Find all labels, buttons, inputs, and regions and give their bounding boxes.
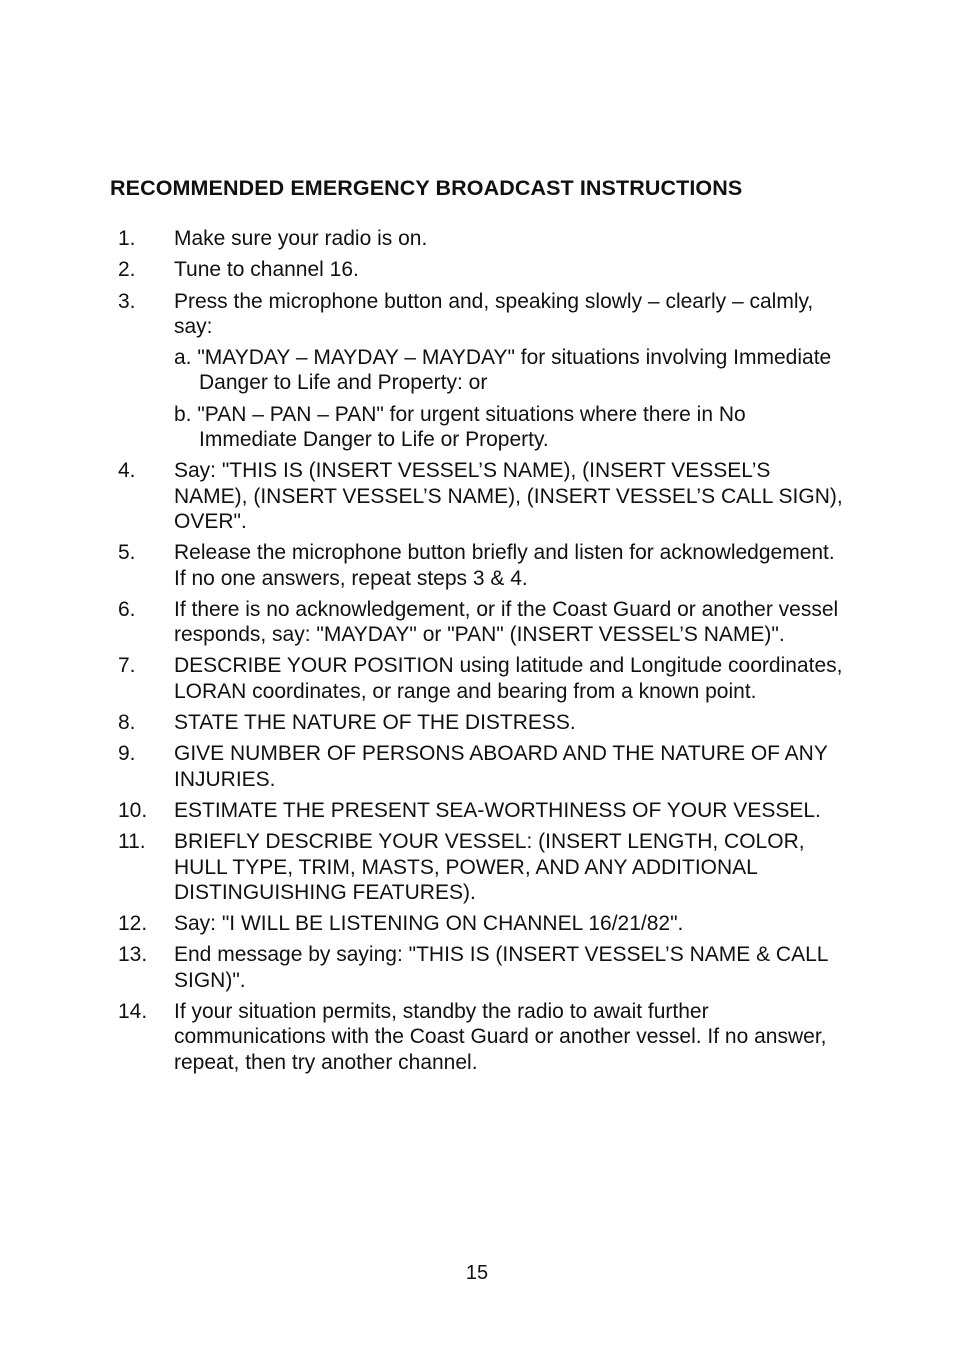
- list-item-13: [110, 942, 845, 993]
- item-number: 7.: [118, 654, 136, 678]
- item-text: BRIEFLY DESCRIBE YOUR VESSEL: (INSERT LENGTH, COLOR, HULL TYPE, TRIM, MASTS, POWER, AND ANY ADDITIONAL DISTINGUISHING FEATURES).: [174, 830, 805, 904]
- item-text: Say: "I WILL BE LISTENING ON CHANNEL 16/21/82".: [174, 912, 684, 936]
- item-text: Make sure your radio is on.: [174, 227, 428, 250]
- item-text: ESTIMATE THE PRESENT SEA-WORTHINESS OF YOUR VESSEL.: [174, 798, 821, 822]
- item-text: End message by saying: "THIS IS (INSERT VESSEL’S NAME & CALL SIGN)".: [174, 943, 828, 992]
- item-text: Say: "THIS IS (INSERT VESSEL’S NAME), (INSERT VESSEL’S NAME), (INSERT VESSEL’S NAME), (INSERT VESSEL’S CALL SIGN), OVER".: [174, 459, 843, 533]
- list-item-11: [110, 829, 845, 905]
- item-text: If there is no acknowledgement, or if the Coast Guard or another vessel responds, say: "MAYDAY" or "PAN" (INSERT VESSEL’S NAME)".: [174, 597, 839, 647]
- list-item-10: [110, 798, 845, 823]
- list-item-6: [110, 597, 845, 648]
- item-number: 6.: [118, 597, 136, 621]
- item-text: STATE THE NATURE OF THE DISTRESS.: [174, 711, 576, 735]
- page-number: 15: [465, 1262, 489, 1284]
- list-item-2: [110, 257, 845, 282]
- item-number: 5.: [118, 541, 136, 565]
- list-item-5: [110, 540, 845, 591]
- item-number: 9.: [118, 742, 136, 766]
- list-item-9: [110, 741, 845, 792]
- sub-item-a: a. "MAYDAY – MAYDAY – MAYDAY" for situations involving Immediate Danger to Life and Property: or: [174, 346, 832, 395]
- item-text: Release the microphone button briefly and listen for acknowledgement. If no one answers, repeat steps 3 & 4.: [174, 541, 835, 590]
- item-text: DESCRIBE YOUR POSITION using latitude and Longitude coordinates, LORAN coordinates, or range and bearing from a known point.: [174, 654, 843, 703]
- item-text: Tune to channel 16.: [174, 258, 359, 282]
- list-item-7: [110, 653, 845, 704]
- item-number: 8.: [118, 711, 136, 735]
- list-item-4: [110, 458, 845, 534]
- list-item-1: [110, 226, 845, 251]
- item-text: GIVE NUMBER OF PERSONS ABOARD AND THE NATURE OF ANY INJURIES.: [174, 742, 828, 791]
- item-text: Press the microphone button and, speaking slowly – clearly – calmly, say:: [174, 289, 814, 338]
- list-item-14: [110, 999, 845, 1075]
- item-number: 1.: [118, 227, 136, 250]
- page-title: RECOMMENDED EMERGENCY BROADCAST INSTRUCTIONS: [110, 176, 743, 200]
- item-number: 13.: [118, 943, 148, 967]
- item-number: 4.: [118, 459, 136, 483]
- instruction-list: [110, 226, 845, 1081]
- item-number: 3.: [118, 289, 136, 313]
- item-number: 12.: [118, 912, 148, 936]
- sub-item-b: b. "PAN – PAN – PAN" for urgent situations where there in No Immediate Danger to Life or Property.: [174, 402, 746, 452]
- list-item-3: [110, 289, 845, 340]
- item-number: 11.: [118, 830, 146, 854]
- item-number: 2.: [118, 258, 136, 282]
- item-number: 10.: [118, 798, 148, 822]
- item-text: If your situation permits, standby the radio to await further communications with the Coast Guard or another vessel. If no answer, repeat, then try another channel.: [174, 1000, 827, 1074]
- list-item-12: [110, 911, 845, 936]
- list-item-8: [110, 710, 845, 735]
- item-number: 14.: [118, 1000, 148, 1024]
